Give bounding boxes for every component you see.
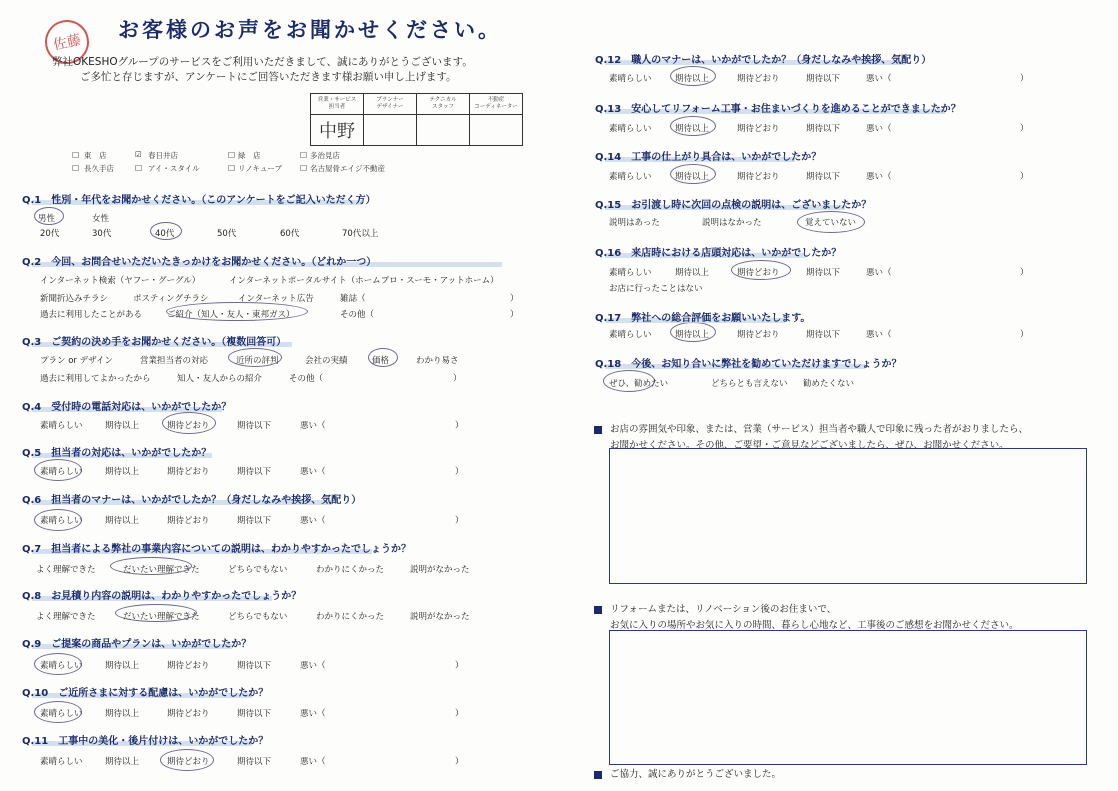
answer-option[interactable]: ） xyxy=(455,516,464,526)
answer-option[interactable]: 期待以上 xyxy=(675,172,710,182)
page-title: お客様のお声をお聞かせください。 xyxy=(118,18,502,42)
answer-option[interactable]: インターネットポータルサイト（ホームプロ・スーモ・アットホーム） xyxy=(229,276,499,286)
right-question-label: Q.17 弊社への総合評価をお願いいたします。 xyxy=(595,313,811,324)
staff-header-realestate: 不動産 コーディネーター xyxy=(470,94,523,115)
answer-option[interactable]: 素晴らしい xyxy=(609,74,652,84)
answer-option[interactable]: ポスティングチラシ xyxy=(133,294,209,304)
answer-option[interactable]: ご紹介（知人・友人・東邦ガス） xyxy=(167,310,295,320)
answer-option[interactable]: 期待以上 xyxy=(105,516,140,526)
answer-option[interactable]: だいたい理解できた xyxy=(123,565,200,575)
square-bullet-icon xyxy=(594,426,602,434)
answer-option[interactable]: 期待以下 xyxy=(806,74,841,84)
answer-option[interactable]: 素晴らしい xyxy=(609,124,652,134)
answer-option[interactable]: 期待以下 xyxy=(237,516,272,526)
left-question-label: Q.6 担当者のマナーは、いかがでしたか？（身だしなみや挨拶、気配り） xyxy=(22,495,362,506)
answer-option[interactable]: 悪い（ xyxy=(866,268,892,278)
answer-option[interactable]: その他（ xyxy=(340,310,375,320)
answer-option[interactable]: 40代 xyxy=(155,229,175,239)
comment-box-1[interactable] xyxy=(609,448,1087,584)
answer-option[interactable]: 期待以下 xyxy=(806,172,841,182)
answer-option[interactable]: ） xyxy=(510,310,519,320)
closing-text: ご協力、誠にありがとうございました。 xyxy=(610,769,782,780)
answer-option[interactable]: 期待どおり xyxy=(167,661,210,671)
answer-option[interactable]: だいたい理解できた xyxy=(123,612,200,622)
left-question-label: Q.7 担当者による弊社の事業内容についての説明は、わかりやすかったでしょうか？ xyxy=(22,544,412,555)
answer-option[interactable]: 説明がなかった xyxy=(410,565,470,575)
left-question-label: Q.9 ご提案の商品やプランは、いかがでしたか？ xyxy=(22,639,252,650)
staff-value-technical[interactable] xyxy=(417,115,470,146)
answer-option[interactable]: 悪い（ xyxy=(866,74,892,84)
store-option[interactable]: 緑 店 xyxy=(238,151,261,160)
answer-option[interactable]: 悪い（ xyxy=(300,757,326,767)
left-question-label: Q.1 性別・年代をお聞かせください。（このアンケートをご記入いただく方） xyxy=(22,195,376,206)
left-question-label: Q.11 工事中の美化・後片付けは、いかがでしたか？ xyxy=(22,736,269,747)
answer-option[interactable]: 知人・友人からの紹介 xyxy=(177,374,263,384)
answer-option[interactable]: 期待どおり xyxy=(167,467,210,477)
answer-option[interactable]: 女性 xyxy=(92,214,110,224)
answer-option[interactable]: 悪い（ xyxy=(300,709,326,719)
answer-option[interactable]: どちらとも言えない xyxy=(711,379,788,389)
square-bullet-icon xyxy=(594,771,602,779)
store-option[interactable]: 名古屋骨エイジ不動産 xyxy=(310,164,385,173)
store-option[interactable]: 東 店 xyxy=(84,151,107,160)
answer-option[interactable]: 期待どおり xyxy=(737,124,780,134)
seal-stamp: 佐藤 xyxy=(41,16,93,68)
answer-option[interactable]: 期待以下 xyxy=(806,268,841,278)
answer-option[interactable]: ） xyxy=(455,421,464,431)
answer-option[interactable]: 素晴らしい xyxy=(40,709,83,719)
store-option[interactable]: アイ・スタイル xyxy=(148,164,200,173)
answer-option[interactable]: 素晴らしい xyxy=(40,516,83,526)
comment-section-1 xyxy=(594,421,1028,451)
right-question-label: Q.18 今後、お知り合いに弊社を勧めていただけますでしょうか？ xyxy=(595,359,902,370)
answer-option[interactable]: ） xyxy=(455,757,464,767)
right-question-label: Q.14 工事の仕上がり具合は、いかがでしたか？ xyxy=(595,152,822,163)
answer-option[interactable]: 勧めたくない xyxy=(803,379,855,389)
answer-option[interactable]: 期待以上 xyxy=(105,421,140,431)
answer-option[interactable]: 期待以下 xyxy=(237,421,272,431)
answer-option[interactable]: 新聞折込みチラシ xyxy=(40,294,109,304)
answer-option[interactable]: 期待どおり xyxy=(737,74,780,84)
answer-option[interactable]: ） xyxy=(455,661,464,671)
answer-option[interactable]: お店に行ったことはない xyxy=(609,284,703,294)
answer-option[interactable]: 期待以上 xyxy=(675,330,710,340)
answer-option[interactable]: ぜひ、勧めたい xyxy=(609,379,669,389)
staff-value-realestate[interactable] xyxy=(470,115,523,146)
intro-line-2: ご多忙と存じますが、アンケートにご回答いただきます様お願い申し上げます。 xyxy=(80,71,457,83)
answer-option[interactable]: 期待どおり xyxy=(167,709,210,719)
answer-option[interactable]: 期待以上 xyxy=(675,74,710,84)
answer-option[interactable]: 近所の評判 xyxy=(236,356,279,366)
answer-option[interactable]: 説明はなかった xyxy=(702,218,762,228)
closing-line xyxy=(594,766,781,780)
answer-option[interactable]: よく理解できた xyxy=(36,612,96,622)
store-option[interactable]: リノキューブ xyxy=(238,164,283,173)
answer-option[interactable]: 素晴らしい xyxy=(609,330,652,340)
answer-option[interactable]: 期待どおり xyxy=(737,268,780,278)
answer-option[interactable]: ） xyxy=(1020,124,1029,134)
answer-option[interactable]: 30代 xyxy=(92,229,112,239)
answer-option[interactable]: どちらでもない xyxy=(228,612,288,622)
store-checklist: □ 東 店 ☑ 春日井店 □ 緑 店 □ 多治見店 □ 長久手店 □ アイ・スタイル □ リノキューブ □ 名古屋骨エイジ不動産 xyxy=(72,150,385,173)
answer-option[interactable]: 悪い（ xyxy=(866,124,892,134)
answer-option[interactable]: ） xyxy=(455,467,464,477)
answer-option[interactable]: 会社の実績 xyxy=(305,356,348,366)
answer-option[interactable]: 50代 xyxy=(217,229,237,239)
right-question-label: Q.15 お引渡し時に次回の点検の説明は、ございましたか？ xyxy=(595,200,872,211)
answer-option[interactable]: 素晴らしい xyxy=(40,467,83,477)
answer-option[interactable]: 過去に利用してよかったから xyxy=(40,374,151,384)
staff-value-sales[interactable]: 中野 xyxy=(311,115,364,146)
staff-header-technical: テクニカル スタッフ xyxy=(417,94,470,115)
answer-option[interactable]: 期待以下 xyxy=(237,661,272,671)
answer-option[interactable]: 素晴らしい xyxy=(40,757,83,767)
answer-option[interactable]: ） xyxy=(1020,74,1029,84)
answer-option[interactable]: 期待どおり xyxy=(167,757,210,767)
answer-option[interactable]: 悪い（ xyxy=(300,467,326,477)
answer-option[interactable]: わかり易さ xyxy=(416,356,459,366)
comment-section-2 xyxy=(594,601,1019,631)
staff-table xyxy=(310,93,523,146)
answer-option[interactable]: 60代 xyxy=(280,229,300,239)
answer-option[interactable]: ） xyxy=(1020,172,1029,182)
store-option[interactable]: 春日井店 xyxy=(148,151,178,160)
comment-prompt-2a: リフォームまたは、リノベーション後のお住まいで、 xyxy=(610,604,837,615)
answer-option[interactable]: 価格 xyxy=(372,356,390,366)
answer-option[interactable]: 期待以上 xyxy=(105,757,140,767)
staff-header-planner: プランナー デザイナー xyxy=(364,94,417,115)
comment-prompt-2b: お気に入りの場所やお気に入りの時間、暮らし心地など、工事後のご感想をお聞かせください。 xyxy=(610,620,1019,631)
answer-option[interactable]: インターネット広告 xyxy=(238,294,314,304)
answer-option[interactable]: 20代 xyxy=(40,229,60,239)
right-question-label: Q.12 職人のマナーは、いかがでしたか？（身だしなみや挨拶、気配り） xyxy=(595,55,932,66)
answer-option[interactable]: 悪い（ xyxy=(866,172,892,182)
answer-option[interactable]: 期待以下 xyxy=(237,709,272,719)
answer-option[interactable]: 素晴らしい xyxy=(40,421,83,431)
answer-option[interactable]: ） xyxy=(453,374,462,384)
right-question-label: Q.13 安心してリフォーム工事・お住まいづくりを進めることができましたか？ xyxy=(595,104,961,115)
left-question-label: Q.10 ご近所さまに対する配慮は、いかがでしたか？ xyxy=(22,688,269,699)
answer-option[interactable]: 期待以下 xyxy=(806,124,841,134)
left-question-label: Q.2 今回、お問合せいただいたきっかけをお聞かせください。（どれか一つ） xyxy=(22,257,377,268)
answer-option[interactable]: 期待以上 xyxy=(105,467,140,477)
answer-option[interactable]: 悪い（ xyxy=(300,421,326,431)
answer-option[interactable]: 期待どおり xyxy=(167,516,210,526)
answer-option[interactable]: 素晴らしい xyxy=(40,661,83,671)
comment-prompt-1b: お聞かせください。その他、ご要望・ご意見などございましたら、ぜひ、お聞かせください。 xyxy=(610,440,1009,451)
answer-option[interactable]: 70代以上 xyxy=(342,229,379,239)
answer-option[interactable]: ） xyxy=(510,294,519,304)
comment-prompt-1a: お店の雰囲気や印象、または、営業（サービス）担当者や職人で印象に残った者がおりましたら、 xyxy=(610,424,1029,435)
store-option[interactable]: 長久手店 xyxy=(84,164,114,173)
answer-option[interactable]: 素晴らしい xyxy=(609,268,652,278)
left-question-label: Q.3 ご契約の決め手をお聞かせください。（複数回答可） xyxy=(22,337,287,348)
left-question-label: Q.5 担当者の対応は、いかがでしたか？ xyxy=(22,448,212,459)
answer-option[interactable]: 悪い（ xyxy=(300,516,326,526)
answer-option[interactable]: 説明はあった xyxy=(609,218,660,228)
answer-option[interactable]: 期待以上 xyxy=(675,268,710,278)
left-question-label: Q.8 お見積り内容の説明は、わかりやすかったでしょうか？ xyxy=(22,591,302,602)
left-question-label: Q.4 受付時の電話対応は、いかがでしたか？ xyxy=(22,402,232,413)
answer-option[interactable]: ） xyxy=(1020,330,1029,340)
answer-option[interactable]: わかりにくかった xyxy=(316,612,385,622)
answer-option[interactable]: その他（ xyxy=(289,374,324,384)
comment-box-2[interactable] xyxy=(609,630,1087,765)
answer-option[interactable]: 期待以上 xyxy=(675,124,710,134)
answer-option[interactable]: インターネット検索（ヤフー・グーグル） xyxy=(40,276,201,286)
square-bullet-icon xyxy=(594,606,602,614)
checked-box-icon[interactable]: ☑ xyxy=(135,150,142,159)
answer-option[interactable]: 期待どおり xyxy=(737,330,780,340)
answer-option[interactable]: 悪い（ xyxy=(300,661,326,671)
staff-header-sales: 営業・サービス 担当者 xyxy=(311,94,364,115)
answer-option[interactable]: 期待以下 xyxy=(806,330,841,340)
answer-option[interactable]: 期待どおり xyxy=(167,421,210,431)
answer-option[interactable]: 説明がなかった xyxy=(410,612,470,622)
answer-option[interactable]: ） xyxy=(1020,268,1029,278)
answer-option[interactable]: 期待以上 xyxy=(105,661,140,671)
answer-option[interactable]: 悪い（ xyxy=(866,330,892,340)
answer-option[interactable]: 期待以下 xyxy=(237,467,272,477)
answer-option[interactable]: 期待どおり xyxy=(737,172,780,182)
intro-line-1: 弊社OKESHOグループのサービスをご利用いただきまして、誠にありがとうございます。 xyxy=(52,56,473,68)
answer-option[interactable]: 覚えていない xyxy=(805,218,857,228)
store-option[interactable]: 多治見店 xyxy=(310,151,340,160)
staff-value-planner[interactable] xyxy=(364,115,417,146)
answer-option[interactable]: 期待以上 xyxy=(105,709,140,719)
answer-option[interactable]: 雑誌（ xyxy=(340,294,366,304)
answer-option[interactable]: どちらでもない xyxy=(228,565,288,575)
answer-option[interactable]: 素晴らしい xyxy=(609,172,652,182)
answer-option[interactable]: ） xyxy=(455,709,464,719)
answer-option[interactable]: 男性 xyxy=(38,214,56,224)
right-question-label: Q.16 来店時における店頭対応は、いかがでしたか？ xyxy=(595,248,842,259)
answer-option[interactable]: 期待以下 xyxy=(237,757,272,767)
answer-option[interactable]: プラン or デザイン xyxy=(40,356,114,366)
answer-option[interactable]: わかりにくかった xyxy=(316,565,385,575)
answer-option[interactable]: よく理解できた xyxy=(36,565,96,575)
answer-option[interactable]: 過去に利用したことがある xyxy=(40,310,143,320)
answer-option[interactable]: 営業担当者の対応 xyxy=(140,356,209,366)
